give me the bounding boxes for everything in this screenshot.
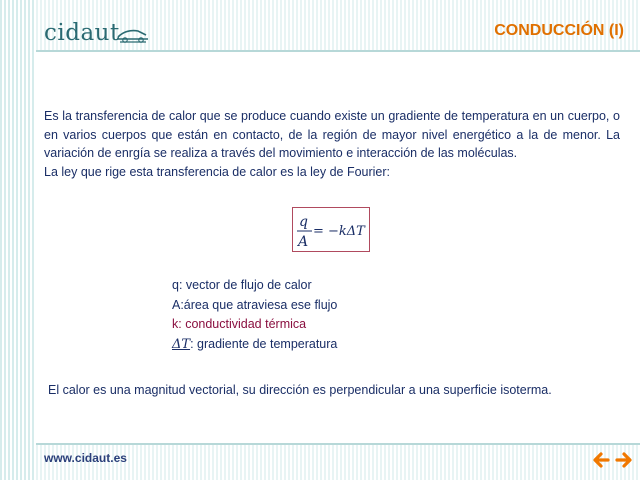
legend-delta: : gradiente de temperatura <box>190 336 338 351</box>
formula-denominator: A <box>298 234 309 250</box>
intro-paragraph: Es la transferencia de calor que se produce cuando existe un gradiente de temperatura en un cuerpo, o en varios cuerpos que están en contacto, de la región de mayor nivel energético a la de menor. La variación de enrgía se realiza a través del movimiento e interacción de las moléculas. <box>44 109 620 160</box>
delta-t-symbol: ΔT <box>172 336 191 352</box>
left-stripe-decoration <box>0 0 36 480</box>
legend-q: q: vector de flujo de calor <box>172 278 312 292</box>
legend-k: k: conductividad térmica <box>172 317 307 331</box>
car-logo-icon <box>116 27 150 45</box>
formula-rhs: = −kΔT <box>313 224 365 239</box>
footer-url[interactable]: www.cidaut.es <box>44 451 127 465</box>
arrow-right-icon[interactable] <box>614 450 634 470</box>
fourier-paragraph: La ley que rige esta transferencia de calor es la ley de Fourier: <box>44 164 391 179</box>
conclusion-text: El calor es una magnitud vectorial, su dirección es perpendicular a una superficie isoterma. <box>48 383 552 397</box>
cidaut-logo: cidaut <box>44 20 120 46</box>
header-divider <box>36 50 640 52</box>
formula-numerator: q <box>299 214 308 230</box>
intro-text <box>44 107 620 181</box>
fourier-formula <box>292 207 370 252</box>
variable-legend <box>172 276 337 354</box>
legend-a: A:área que atraviesa ese flujo <box>172 297 338 312</box>
page-title: CONDUCCIÓN (I) <box>494 22 624 39</box>
arrow-left-icon[interactable] <box>591 450 611 470</box>
legend-delta-row <box>172 335 337 355</box>
